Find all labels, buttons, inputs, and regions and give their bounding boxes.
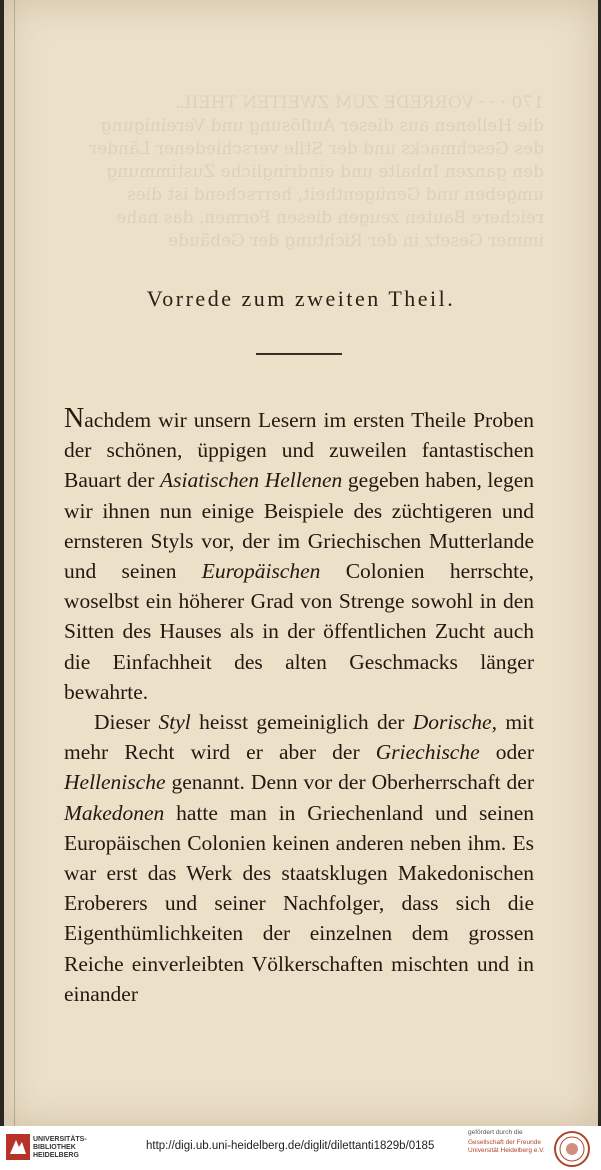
viewer-footer	[0, 1126, 601, 1170]
bleedthrough-line: reichere Bauten zeugen diesen Formen, das nahe	[116, 208, 544, 228]
drop-initial: N	[64, 403, 85, 434]
paragraph-1	[64, 404, 534, 707]
text-run: heisst gemeiniglich der	[190, 710, 413, 735]
text-run: hatte man in Griechenland und seinen Europäischen Colonien keinen anderen neben ihm. Es war erst das Werk des staatsklugen Makedonischen Eroberers und seiner Nachfolger, dass sich die Eigenthümlichkeiten der einzelnen dem grossen Reiche einverleibten Völkerschaften mischten und in einander	[64, 800, 534, 1006]
text-run: Dieser	[94, 710, 159, 735]
scanned-page	[4, 0, 598, 1126]
text-run: oder	[479, 740, 535, 765]
library-name: UNIVERSITÄTS- BIBLIOTHEK HEIDELBERG	[33, 1136, 87, 1159]
page-edge-line	[14, 0, 15, 1126]
sponsor-label: gefördert durch die	[468, 1129, 523, 1136]
text-run: gegeben haben, legen wir ihnen nun einige Beispiele des züchtigeren und ernsteren Styls vor, der im Griechischen Mutterlande und seinen	[64, 468, 534, 584]
text-run: Colonien herrschte, woselbst ein höherer Grad von Strenge sowohl in den Sitten des Hauses als in der öffentlichen Zucht auch die Einfachheit des alten Geschmacks länger bewahrte.	[64, 559, 534, 704]
university-seal-icon	[553, 1130, 591, 1168]
bleedthrough-line: umgeben und Genügentheit, herrschend ist dies	[126, 185, 544, 205]
italic-term: Griechische	[375, 740, 480, 765]
text-run: achdem wir unsern Lesern im ersten Theile Proben der schönen, üppigen und zuweilen fantastischen Bauart der	[64, 408, 534, 493]
permalink-url[interactable]: http://digi.ub.uni-heidelberg.de/diglit/dilettanti1829b/0185	[146, 1140, 435, 1152]
body-text	[64, 404, 534, 1009]
bleedthrough-line: immer Gesetz in der Richtung der Gebäude	[168, 231, 544, 251]
italic-term: Hellenische	[64, 770, 166, 795]
bleedthrough-line: die Hellenen aus dieser Auflösung und Vereinigung	[100, 116, 544, 136]
italic-term: Makedonen	[64, 800, 165, 825]
bleedthrough-line: den ganzen Inhalte und eindringliche Zustimmung	[106, 162, 544, 182]
italic-term: Asiatischen Hellenen	[159, 468, 343, 493]
library-logo-icon	[6, 1134, 30, 1160]
italic-term: Styl	[158, 710, 191, 735]
text-run: genannt. Denn vor der Oberherrschaft der	[165, 770, 534, 795]
bleedthrough-text	[74, 92, 544, 253]
page-title: Vorrede zum zweiten Theil.	[146, 286, 456, 311]
title-rule	[256, 353, 342, 355]
text-run: mit mehr Recht wird er aber der	[64, 710, 535, 765]
sponsor-name[interactable]: Gesellschaft der Freunde Universität Heidelberg e.V.	[468, 1139, 545, 1154]
italic-term: Dorische,	[412, 710, 497, 735]
bleedthrough-line: des Geschmacks und der Stile verschiedener Länder	[89, 139, 544, 159]
bleedthrough-line: 170 · · · VORREDE ZUM ZWEITEN THEIL.	[174, 93, 544, 113]
paragraph-2	[64, 707, 534, 1009]
italic-term: Europäischen	[201, 559, 321, 584]
